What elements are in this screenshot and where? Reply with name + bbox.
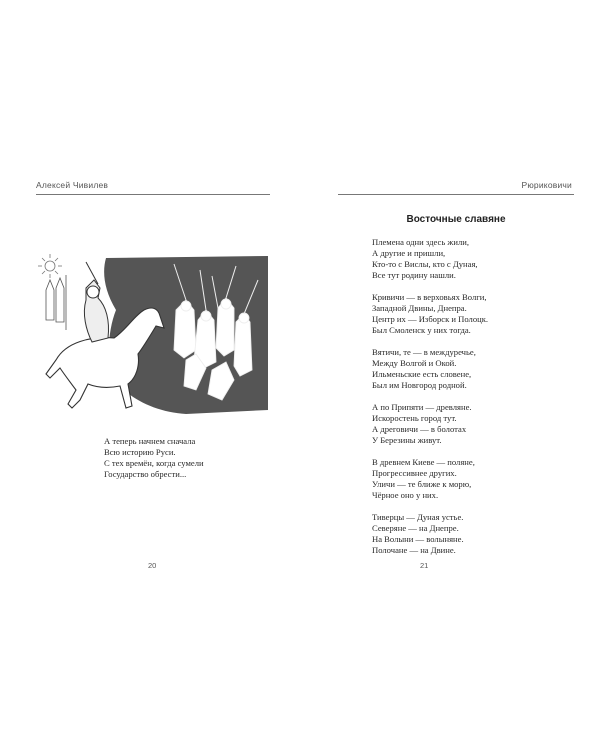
verse-line: Западной Двины, Днепра. — [372, 303, 467, 313]
verse-line: Северяне — на Днепре. — [372, 523, 459, 533]
verse-line: Государство обрести... — [104, 469, 187, 479]
poem-title: Восточные славяне — [406, 214, 506, 225]
verse-line: Чёрное оно у них. — [372, 490, 439, 500]
verse-line: Прогрессивнее других. — [372, 468, 457, 478]
verse-line: Уличи — те ближе к морю, — [372, 479, 472, 489]
left-page-number: 20 — [148, 561, 157, 570]
right-page — [300, 0, 600, 750]
verse-line: Искоростень город тут. — [372, 413, 457, 423]
verse-line: Был Смоленск у них тогда. — [372, 325, 471, 335]
stanza — [372, 292, 488, 336]
left-header-rule — [36, 194, 270, 195]
verse-line: А дреговичи — в болотах — [372, 424, 467, 434]
right-page-number: 21 — [420, 561, 429, 570]
verse-line: А другие и пришли, — [372, 248, 446, 258]
stanza — [372, 237, 488, 281]
verse-line: Ильменьские есть словене, — [372, 369, 472, 379]
verse-line: Кто-то с Вислы, кто с Дуная, — [372, 259, 478, 269]
stanza — [372, 347, 488, 391]
right-header-rule — [338, 194, 574, 195]
left-verse — [104, 436, 204, 480]
verse-line: Все тут родину нашли. — [372, 270, 456, 280]
verse-line: А теперь начнем сначала — [104, 436, 196, 446]
verse-line: Был им Новгород родной. — [372, 380, 467, 390]
illustration-horseman-warriors-icon — [36, 250, 270, 420]
verse-line: А по Припяти — древляне. — [372, 402, 472, 412]
verse-line: Центр их — Изборск и Полоцк. — [372, 314, 489, 324]
verse-line: С тех времён, когда сумели — [104, 458, 204, 468]
verse-line: Тиверцы — Дуная устье. — [372, 512, 464, 522]
verse-line: Полочане — на Двине. — [372, 545, 456, 555]
stanza — [372, 402, 488, 446]
verse-line: Между Волгой и Окой. — [372, 358, 457, 368]
right-running-head: Рюриковичи — [521, 180, 572, 190]
verse-line: Всю историю Руси. — [104, 447, 176, 457]
verse-line: Племена одни здесь жили, — [372, 237, 469, 247]
verse-line: В древнем Киеве — поляне, — [372, 457, 475, 467]
verse-line: Кривичи — в верховьях Волги, — [372, 292, 487, 302]
verse-line: Вятичи, те — в междуречье, — [372, 347, 476, 357]
verse-line: У Березины живут. — [372, 435, 442, 445]
stanza — [372, 457, 488, 501]
poem-body — [372, 237, 488, 567]
stanza — [372, 512, 488, 556]
verse-line: На Волыни — волыняне. — [372, 534, 464, 544]
left-running-head: Алексей Чивилев — [36, 180, 109, 190]
